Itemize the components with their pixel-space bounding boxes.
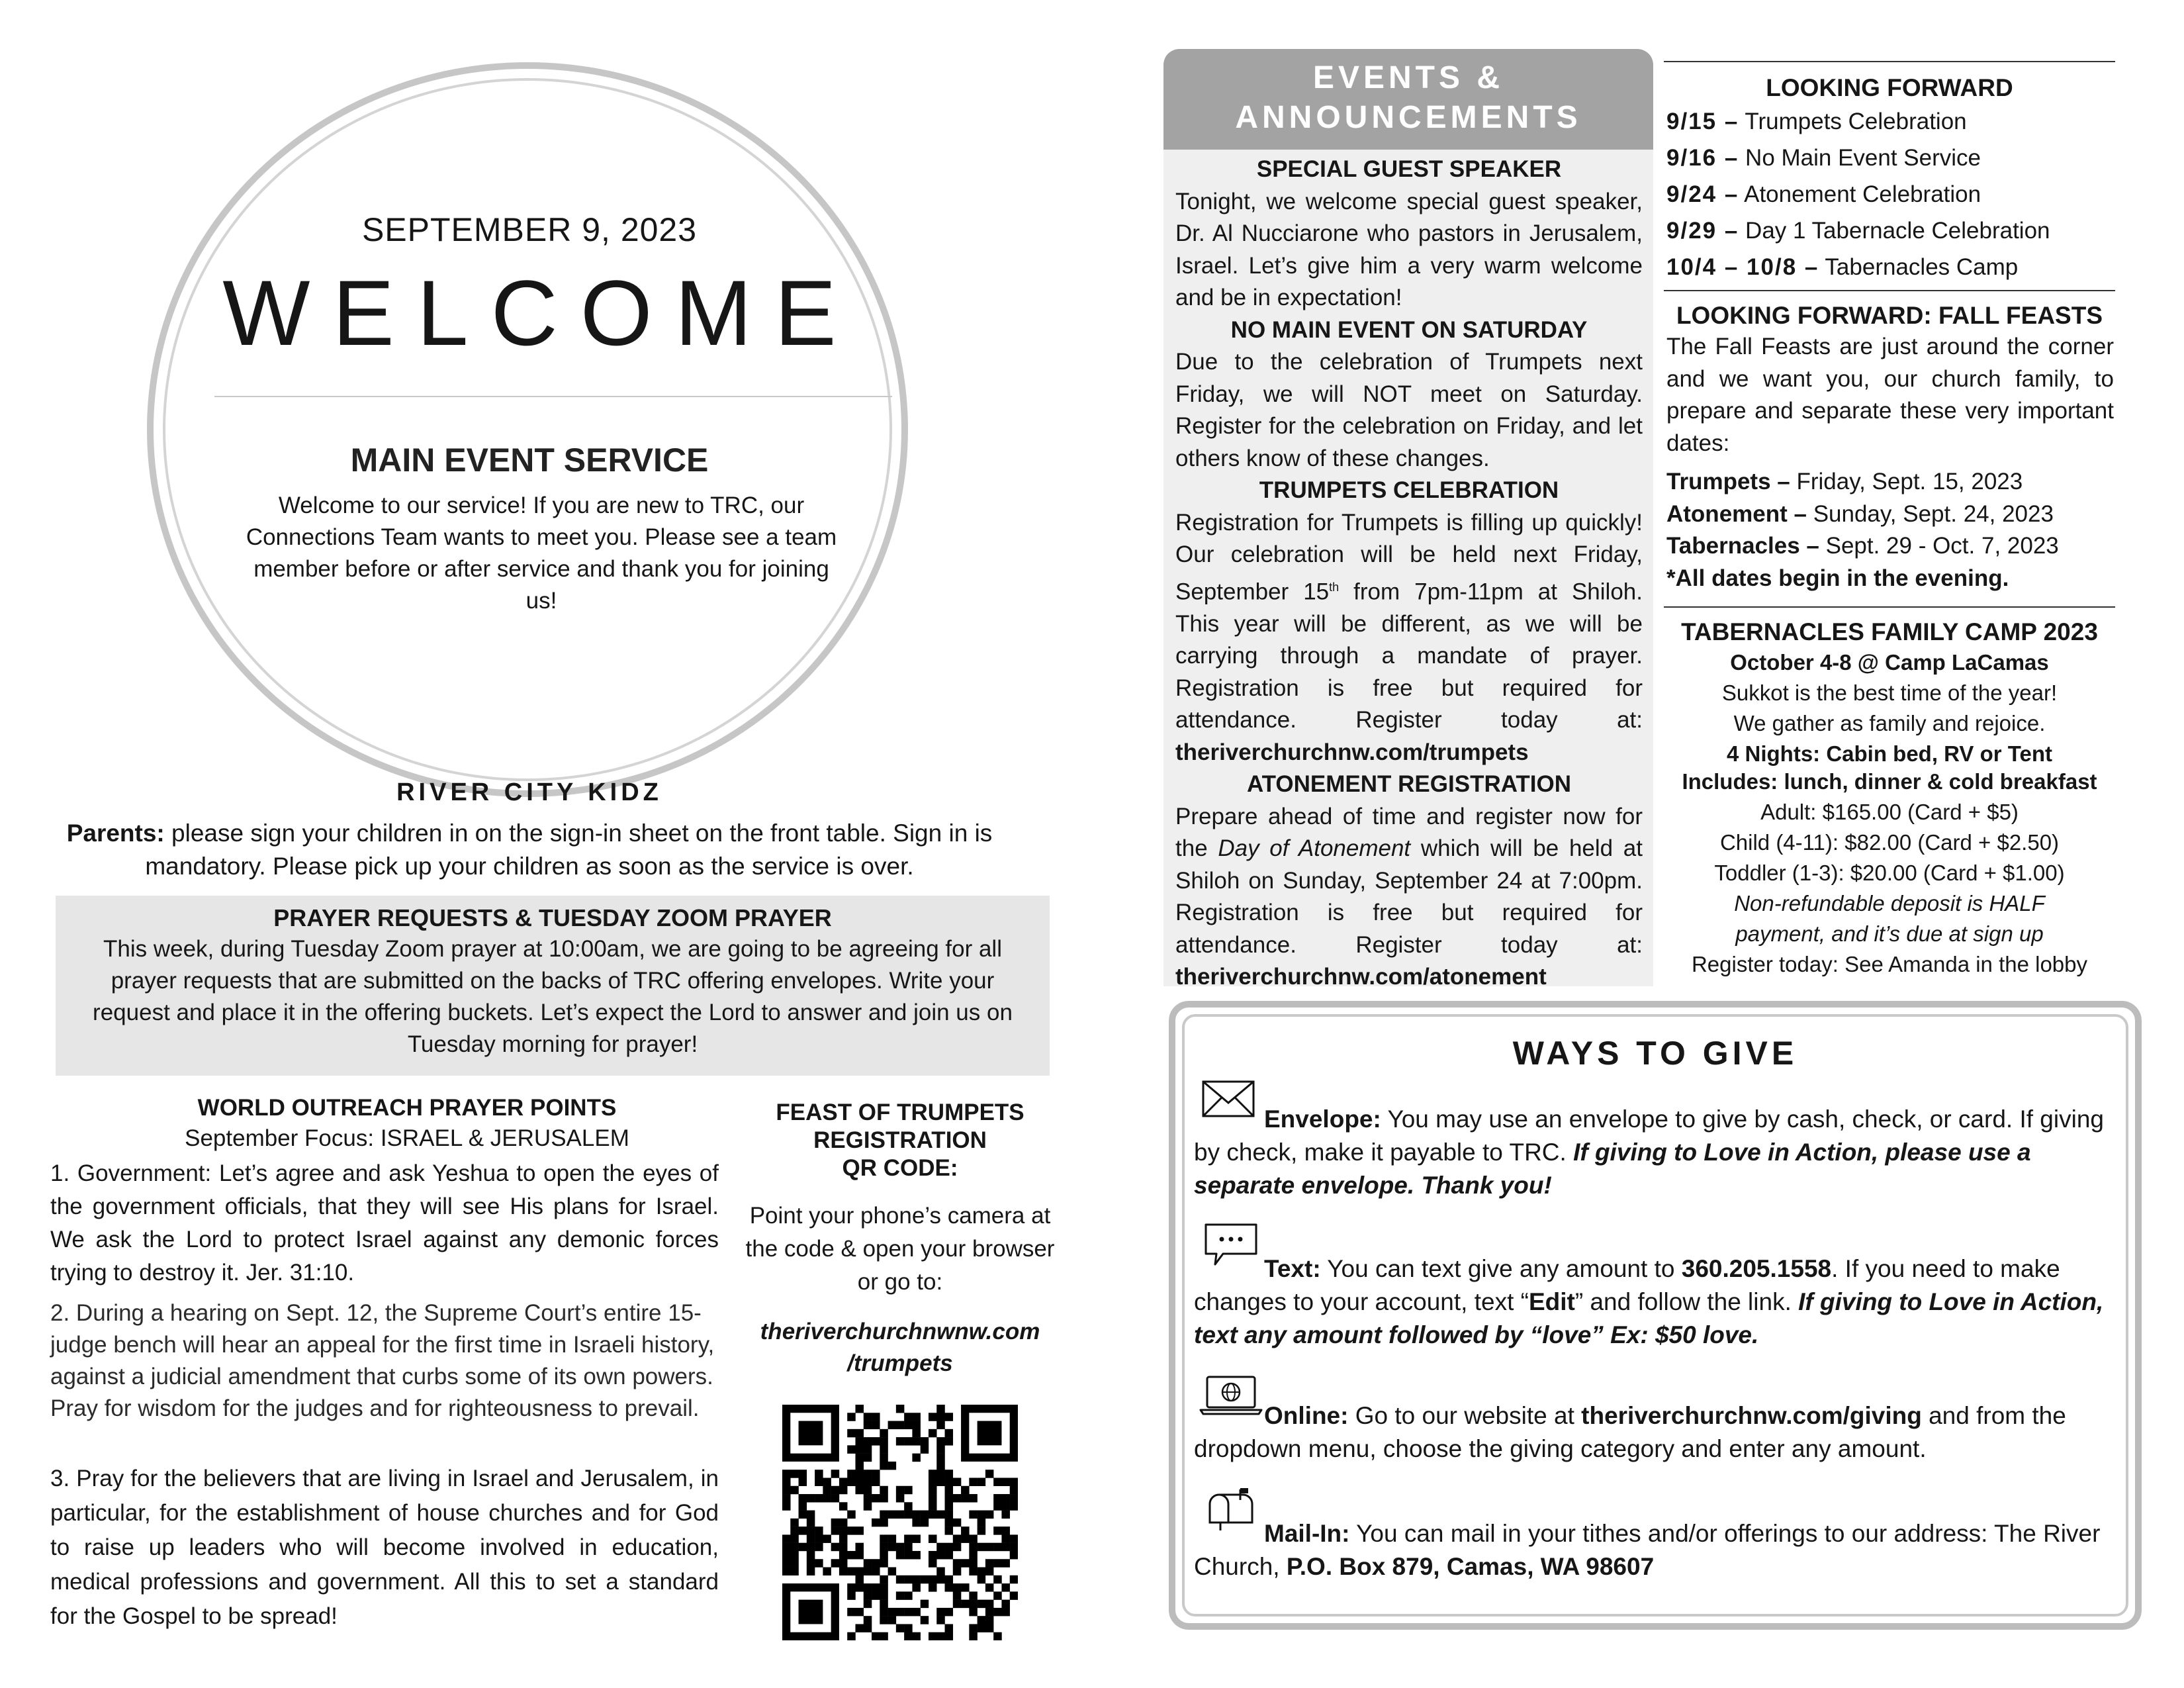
looking-forward-title: LOOKING FORWARD — [1766, 74, 2013, 101]
give-text — [1194, 1252, 2114, 1352]
qr-instructions: Point your phone’s camera at the code & open your browser or go to: — [745, 1203, 1055, 1295]
events-header — [1163, 49, 1653, 150]
lf-top-rule — [1664, 61, 2115, 62]
guest-title: SPECIAL GUEST SPEAKER — [1256, 156, 1562, 182]
trumpets-url[interactable]: theriverchurchnw.com/trumpets — [1175, 739, 1529, 765]
mail-address: P.O. Box 879, Camas, WA 98607 — [1286, 1553, 1655, 1580]
outreach-title: WORLD OUTREACH PRAYER POINTS — [197, 1095, 617, 1121]
lf-item — [1666, 249, 2116, 285]
text-emph: If giving to Love in Action, text any amount followed by “love” Ex: $50 love. — [1194, 1288, 2104, 1348]
camp-toddler: Toddler (1-3): $20.00 (Card + $1.00) — [1714, 861, 2065, 885]
lf-mid-rule — [1664, 290, 2115, 291]
text-label: Text: — [1264, 1255, 1321, 1282]
fall-feasts-text: The Fall Feasts are just around the corner and we want you, our church family, to prepare and separate these very important dates: — [1666, 334, 2114, 456]
camp-title: TABERNACLES FAMILY CAMP 2023 — [1681, 618, 2098, 645]
online-url[interactable]: theriverchurchnw.com/giving — [1581, 1402, 1922, 1429]
atonement-text — [1175, 801, 1643, 994]
kidz-title: RIVER CITY KIDZ — [396, 778, 662, 806]
events-header-line-2: ANNOUNCEMENTS — [1235, 100, 1582, 135]
events-header-line-1: EVENTS & — [1312, 60, 1504, 95]
lf-date: 9/15 – — [1666, 109, 1739, 134]
feast-note: *All dates begin in the evening. — [1666, 565, 2009, 591]
welcome-circle-inner — [163, 78, 892, 781]
text-text-2: . If you need to make changes to your account, text “ — [1194, 1255, 2060, 1315]
nomain-title: NO MAIN EVENT ON SATURDAY — [1230, 316, 1588, 343]
guest-text: Tonight, we welcome special guest speaker, Dr. Al Nucciarone who pastors in Jerusalem, Israel. Let’s give him a very warm welcome and be in expectation! — [1175, 188, 1643, 310]
feast-date — [1666, 466, 2116, 498]
text-edit: Edit — [1528, 1288, 1575, 1315]
welcome-title: WELCOME — [222, 261, 859, 365]
feast-name: Tabernacles – — [1666, 533, 1819, 559]
camp-section — [1664, 617, 2115, 980]
lf-item — [1666, 212, 2116, 249]
qr-url[interactable] — [735, 1316, 1066, 1380]
camp-adult: Adult: $165.00 (Card + $5) — [1760, 800, 2019, 824]
envelope-text: You may use an envelope to give by cash, check, or card. If giving by check, make it payable to TRC. — [1194, 1105, 2104, 1166]
envelope-emph: If giving to Love in Action, please use a separate envelope. Thank you! — [1194, 1139, 2031, 1199]
give-mail — [1194, 1517, 2114, 1583]
lf-date: 9/16 – — [1666, 145, 1739, 171]
online-text-1: Go to our website at — [1348, 1402, 1582, 1429]
mail-text-1: You can mail in your tithes and/or offerings to our address: The River Church, — [1194, 1520, 2101, 1580]
main-event-title: MAIN EVENT SERVICE — [350, 442, 709, 479]
lf-item — [1666, 176, 2116, 212]
nomain-text: Due to the celebration of Trumpets next Friday, we will NOT meet on Saturday. Register for the celebration on Friday, and let others know of these changes. — [1175, 349, 1643, 471]
feast-name: Atonement – — [1666, 500, 1807, 527]
outreach-point-3: 3. Pray for the believers that are living in Israel and Jerusalem, in particular, for the establishment of house churches and for God to raise up leaders who will become involved in education, medical professions and government. All this to set a standard for the Gospel to be spread! — [50, 1466, 719, 1629]
qr-url-line-1[interactable]: theriverchurchnwnw.com — [760, 1319, 1040, 1344]
trumpets-title: TRUMPETS CELEBRATION — [1259, 477, 1559, 503]
atonement-italic: Day of Atonement — [1218, 835, 1411, 862]
feast-value: Friday, Sept. 15, 2023 — [1790, 469, 2023, 494]
feast-value: Sept. 29 - Oct. 7, 2023 — [1819, 533, 2059, 559]
lf-date: 9/24 – — [1666, 181, 1739, 207]
feast-value: Sunday, Sept. 24, 2023 — [1806, 500, 2054, 527]
lf-bottom-rule — [1664, 606, 2115, 608]
looking-forward-list — [1666, 103, 2116, 285]
lf-label: Day 1 Tabernacle Celebration — [1739, 218, 2050, 244]
outreach-point-2: 2. During a hearing on Sept. 12, the Supreme Court’s entire 15-judge bench will hear an appeal for the first time in Israeli history, against a judicial amendment that curbs some of its own powers. Pray for wisdom for the judges and for righteousness to prevail. — [50, 1300, 715, 1421]
fall-feasts-title: LOOKING FORWARD: FALL FEASTS — [1676, 302, 2103, 329]
lf-item — [1666, 103, 2116, 140]
lf-item — [1666, 140, 2116, 176]
online-label: Online: — [1264, 1402, 1349, 1429]
give-envelope — [1194, 1103, 2114, 1202]
prayer-title: PRAYER REQUESTS & TUESDAY ZOOM PRAYER — [273, 904, 832, 931]
lf-label: No Main Event Service — [1739, 145, 1981, 171]
prayer-text: This week, during Tuesday Zoom prayer at 10:00am, we are going to be agreeing for all prayer requests that are submitted on the backs of TRC offering envelopes. Write your request and place it in the offering buckets. Let’s expect the Lord to answer and join us on Tuesday morning for prayer! — [93, 936, 1013, 1057]
outreach-point-1: 1. Government: Let’s agree and ask Yeshua to open the eyes of the government officials, that they will see His plans for Israel. We ask the Lord to protect Israel against any demonic forces trying to destroy it. Jer. 31:10. — [50, 1160, 719, 1286]
trumpets-text-2: from 7pm-11pm at Shiloh. This year will be different, as we will be carrying through a mandate of prayer. Registration is free but required for attendance. Register today at: — [1175, 579, 1643, 733]
service-date: SEPTEMBER 9, 2023 — [361, 211, 698, 248]
envelope-label: Envelope: — [1264, 1105, 1381, 1133]
kidz-lead: Parents: — [66, 820, 165, 847]
camp-includes: Includes: lunch, dinner & cold breakfast — [1682, 769, 2097, 794]
events-content — [1175, 154, 1643, 994]
kidz-text — [60, 817, 999, 883]
trumpets-sup: th — [1329, 580, 1340, 594]
feast-date — [1666, 530, 2116, 563]
camp-register: Register today: See Amanda in the lobby — [1691, 952, 2088, 976]
fall-feasts-dates — [1666, 466, 2116, 594]
trumpets-text — [1175, 507, 1643, 769]
camp-text-2: We gather as family and rejoice. — [1733, 711, 2046, 735]
atonement-text-2: which will be held at Shiloh on Sunday, September 24 at 7:00pm. Registration is free but required for attendance. Register today at: — [1175, 835, 1643, 958]
feast-date — [1666, 498, 2116, 531]
atonement-url[interactable]: theriverchurchnw.com/atonement — [1175, 964, 1547, 990]
welcome-divider — [214, 396, 892, 397]
camp-text-1: Sukkot is the best time of the year! — [1721, 680, 2058, 705]
camp-deposit-1: Non-refundable deposit is HALF — [1734, 891, 2045, 915]
qr-code-icon[interactable] — [782, 1405, 1018, 1640]
trumpets-text-1: Registration for Trumpets is filling up quickly! Our celebration will be held next Friday, September 15 — [1175, 509, 1643, 605]
kidz-body: please sign your children in on the sign-in sheet on the front table. Sign in is mandatory. Please pick up your children as soon as the service is over. — [145, 820, 993, 880]
lf-label: Trumpets Celebration — [1739, 109, 1967, 134]
atonement-title: ATONEMENT REGISTRATION — [1247, 771, 1571, 798]
text-text-1: You can text give any amount to — [1320, 1255, 1682, 1282]
qr-title — [735, 1099, 1066, 1182]
lf-label: Tabernacles Camp — [1819, 254, 2019, 280]
camp-deposit-2: payment, and it’s due at sign up — [1735, 921, 2044, 946]
camp-subtitle: October 4-8 @ Camp LaCamas — [1730, 650, 2049, 675]
camp-nights: 4 Nights: Cabin bed, RV or Tent — [1727, 741, 2052, 766]
qr-title-line-2: REGISTRATION — [813, 1127, 987, 1153]
mail-label: Mail-In: — [1264, 1520, 1350, 1547]
lf-date: 9/29 – — [1666, 218, 1739, 244]
text-number: 360.205.1558 — [1681, 1255, 1832, 1282]
lf-date: 10/4 – 10/8 – — [1666, 254, 1819, 280]
qr-url-line-2[interactable]: /trumpets — [847, 1350, 953, 1376]
give-online — [1194, 1399, 2114, 1466]
atonement-text-1: Prepare ahead of time and register now for the — [1175, 803, 1643, 862]
main-event-text: Welcome to our service! If you are new to TRC, our Connections Team wants to meet you. Please see a team member before or after service and thank you for joining us! — [246, 492, 837, 614]
qr-title-line-3: QR CODE: — [842, 1155, 958, 1181]
lf-label: Atonement Celebration — [1739, 181, 1981, 207]
online-text-2: and from the dropdown menu, choose the giving category and enter any amount. — [1194, 1402, 2066, 1462]
outreach-focus: September Focus: ISRAEL & JERUSALEM — [185, 1125, 629, 1151]
feast-name: Trumpets – — [1666, 469, 1790, 494]
camp-child: Child (4-11): $82.00 (Card + $2.50) — [1719, 830, 2060, 855]
text-text-3: ” and follow the link. — [1574, 1288, 1799, 1315]
qr-title-line-1: FEAST OF TRUMPETS — [776, 1100, 1024, 1125]
give-title: WAYS TO GIVE — [1512, 1035, 1798, 1072]
